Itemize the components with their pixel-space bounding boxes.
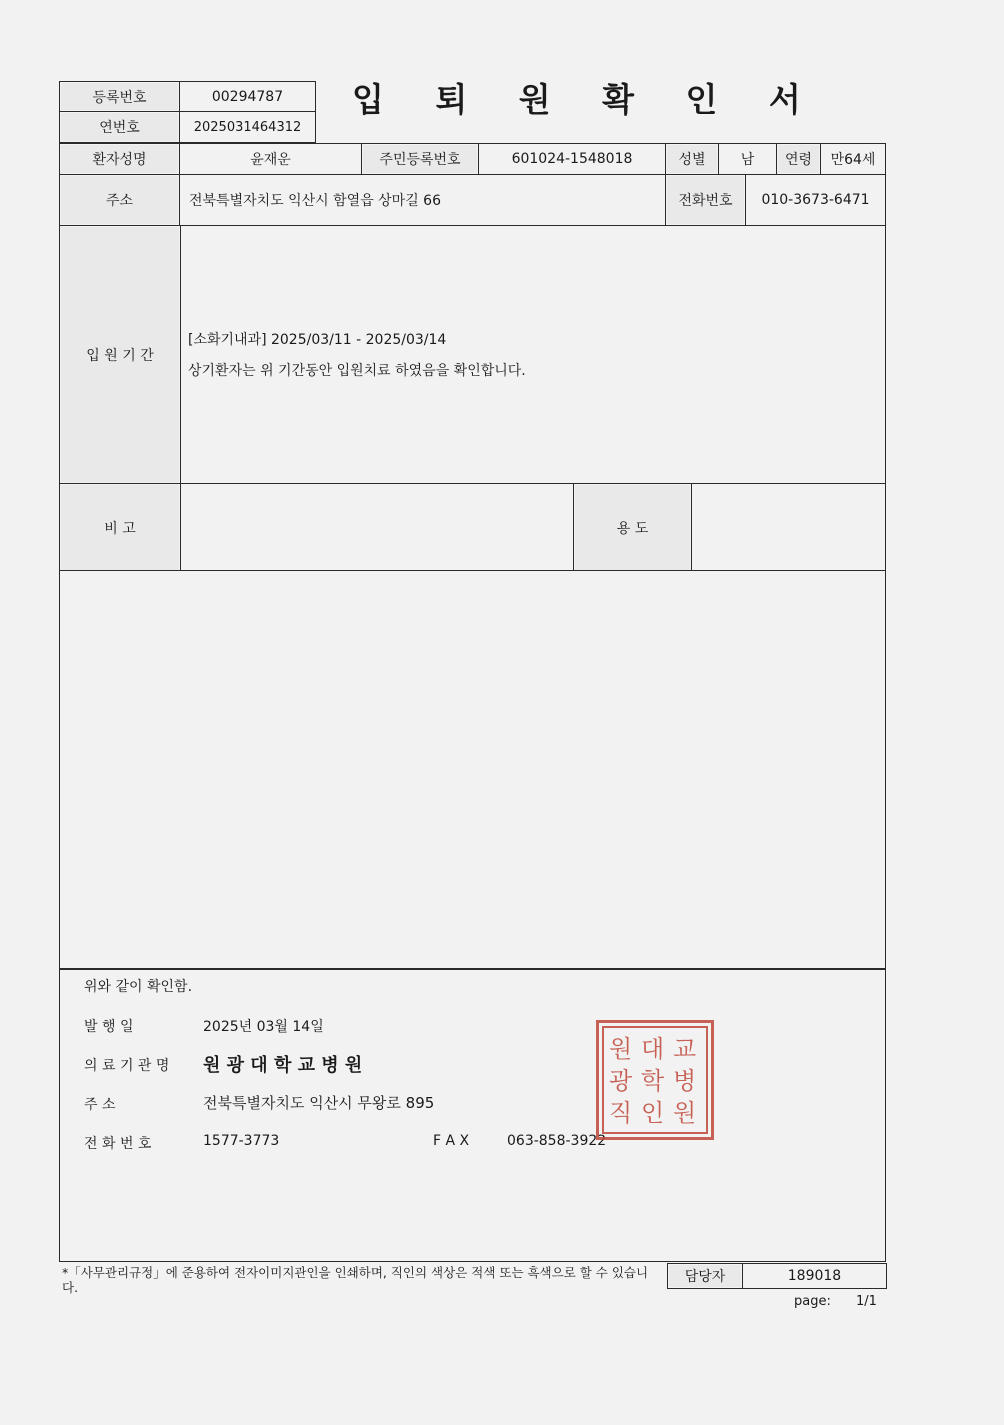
official-seal [596, 1020, 714, 1140]
phone-value: 010-3673-6471 [761, 192, 870, 208]
remarks-label: 비 고 [61, 485, 179, 570]
age-label: 연령 [778, 145, 819, 173]
org-addr-label: 주 소 [84, 1097, 116, 1113]
period-confirmation: 상기환자는 위 기간동안 입원치료 하였음을 확인합니다. [188, 363, 526, 379]
blank-area [59, 570, 886, 970]
confirm-text: 위와 같이 확인함. [84, 979, 193, 995]
org-label: 의 료 기 관 명 [84, 1058, 170, 1074]
sex-label: 성별 [667, 145, 717, 173]
rrn-label: 주민등록번호 [363, 145, 477, 173]
rrn-value: 601024-1548018 [511, 151, 633, 167]
org-tel: 1577-3773 [203, 1133, 280, 1149]
purpose-value [693, 485, 884, 570]
document-title: 입 퇴 원 확 인 서 [352, 80, 821, 119]
purpose-label: 용 도 [575, 485, 690, 570]
issue-date-label: 발 행 일 [84, 1019, 134, 1035]
svg-text:병: 병 [673, 1067, 697, 1095]
patient-name-label: 환자성명 [61, 145, 178, 173]
svg-text:광: 광 [609, 1067, 633, 1095]
issue-section [59, 968, 886, 1262]
phone-label: 전화번호 [667, 176, 744, 224]
page-number: 1/1 [856, 1294, 877, 1309]
serial-value: 2025031464312 [193, 119, 302, 135]
address-value: 전북특별자치도 익산시 함열읍 상마길 66 [189, 193, 441, 209]
svg-text:원: 원 [609, 1035, 633, 1063]
svg-text:대: 대 [641, 1035, 665, 1063]
period-label: 입 원 기 간 [61, 227, 179, 482]
reg-no-value: 00294787 [211, 88, 284, 105]
age-value: 만64세 [830, 152, 876, 168]
footer-note: *「사무관리규정」에 준용하여 전자이미지관인을 인쇄하며, 직인의 색상은 적색 또는 흑색으로 할 수 있습니다. [62, 1265, 649, 1295]
staff-value: 189018 [787, 1268, 842, 1284]
page-label: page: [794, 1294, 831, 1309]
remarks-value [182, 485, 572, 570]
sex-value: 남 [740, 152, 755, 168]
org-tel-label: 전 화 번 호 [84, 1136, 152, 1152]
seal-mark [599, 1023, 711, 1137]
period-dept-dates: [소화기내과] 2025/03/11 - 2025/03/14 [188, 332, 447, 348]
svg-text:직: 직 [609, 1099, 633, 1127]
svg-text:원: 원 [673, 1099, 697, 1127]
svg-text:학: 학 [641, 1067, 665, 1095]
svg-text:교: 교 [673, 1035, 697, 1063]
serial-label: 연번호 [61, 113, 178, 141]
staff-label: 담당자 [669, 1265, 741, 1287]
svg-text:인: 인 [641, 1099, 665, 1127]
org-fax: 063-858-3922 [507, 1133, 607, 1149]
reg-no-label: 등록번호 [61, 83, 178, 110]
org-fax-label: F A X [433, 1133, 470, 1149]
org-name: 원 광 대 학 교 병 원 [203, 1055, 363, 1076]
issue-date: 2025년 03월 14일 [203, 1019, 324, 1035]
org-addr: 전북특별자치도 익산시 무왕로 895 [203, 1094, 435, 1112]
patient-name-value: 윤재운 [250, 152, 291, 168]
address-label: 주소 [61, 176, 178, 224]
